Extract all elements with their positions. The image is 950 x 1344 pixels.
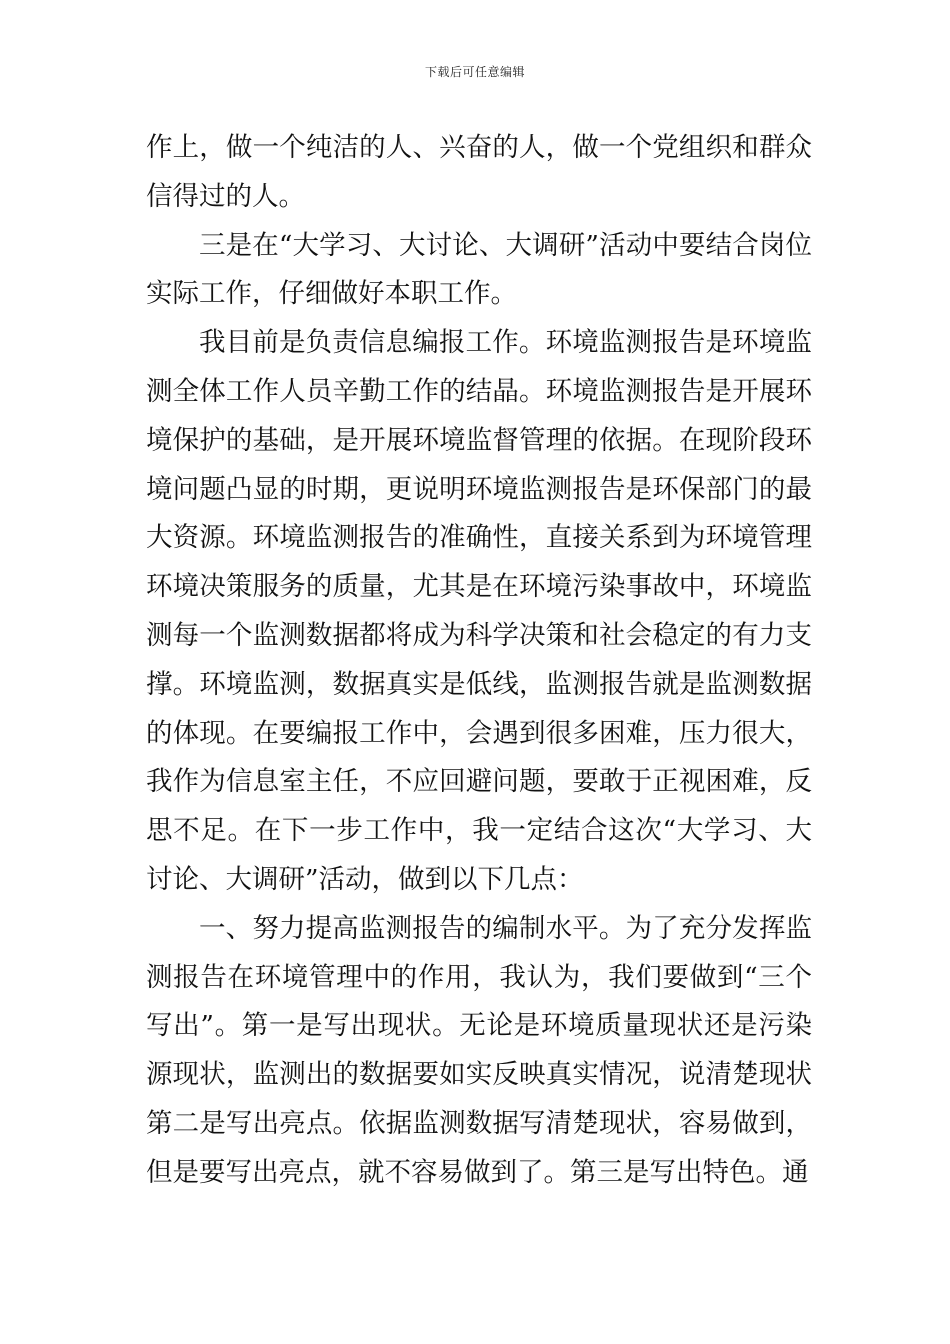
page-header-note: 下载后可任意编辑	[424, 65, 525, 79]
paragraph-job-description: 我目前是负责信息编报工作。环境监测报告是环境监测全体工作人员辛勤工作的结晶。环境监测报告是开展环境保护的基础，是开展环境监督管理的依据。在现阶段环境问题凸显的时期，更说明环境监测报告是环保部门的最大资源。环境监测报告的准确性，直接关系到为环境管理环境决策服务的质量，尤其是在环境污染事故中，环境监测每一个监测数据都将成为科学决策和社会稳定的有力支撑。环境监测，数据真实是低线，监测报告就是监测数据的体现。在要编报工作中，会遇到很多困难，压力很大，我作为信息室主任，不应回避问题，要敢于正视困难，反思不足。在下一步工作中，我一定结合这次“大学习、大讨论、大调研”活动，做到以下几点：	[146, 327, 812, 895]
document-body	[146, 124, 812, 1198]
paragraph-item-one: 一、努力提高监测报告的编制水平。为了充分发挥监测报告在环境管理中的作用，我认为，我们要做到“三个写出”。第一是写出现状。无论是环境质量现状还是污染源现状，监测出的数据要如实反映真实情况，说清楚现状第二是写出亮点。依据监测数据写清楚现状，容易做到，但是要写出亮点，就不容易做到了。第三是写出特色。通	[146, 912, 812, 1188]
paragraph-point-three: 三是在“大学习、大讨论、大调研”活动中要结合岗位实际工作，仔细做好本职工作。	[146, 229, 812, 310]
paragraph-continuation: 作上，做一个纯洁的人、兴奋的人，做一个党组织和群众信得过的人。	[146, 132, 812, 212]
